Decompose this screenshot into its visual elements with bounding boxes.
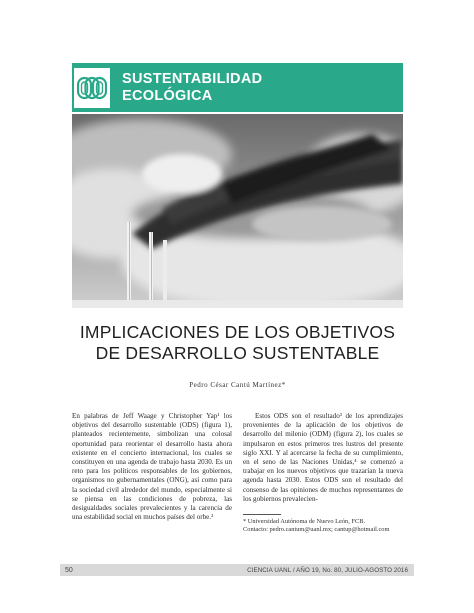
article-title-line2: DE DESARROLLO SUSTENTABLE — [95, 343, 380, 363]
page-footer — [60, 564, 414, 576]
section-title-line1: SUSTENTABILIDAD — [122, 70, 263, 87]
body-paragraph: En palabras de Jeff Waage y Christopher Yap¹ los objetivos del desarrollo sustentable (ODS) (figura 1), planteados recientemente, simbolizan una colosal oportunidad para reorientar el desarrollo hasta ahora existente en el concierto internacional, los cuales se constituyen en una agenda de trabajo hasta 2030. Es un reto para los políticos responsables de los gobiernos, organismos no gubernamentales (ONG), así como para la sociedad civil alrededor del mundo, especialmente si se piensa en las condiciones de pobreza, las desigualdades sociales prevalecientes y la carencia de una estabilidad social en muchos países del orbe.² — [72, 412, 232, 522]
smokestacks-with-smoke-photo — [72, 114, 403, 308]
section-title-line2: ECOLÓGICA — [122, 87, 213, 104]
body-column-left — [72, 412, 232, 522]
footnotes — [243, 518, 408, 535]
footnote-divider — [243, 514, 281, 515]
journal-reference: CIENCIA UANL / AÑO 19, No. 80, JULIO-AGOSTO 2016 — [247, 566, 408, 574]
section-banner — [72, 63, 403, 112]
author-byline: Pedro César Cantú Martínez* — [189, 381, 286, 389]
body-column-right — [243, 412, 403, 504]
section-title — [122, 71, 262, 105]
footnote-affiliation: * Universidad Autónoma de Nuevo León, FCB. — [243, 518, 366, 525]
interlocking-rings-icon — [77, 72, 107, 104]
page-number: 50 — [65, 566, 73, 574]
section-logo — [74, 68, 110, 108]
footnote-contact: Contacto: pedro.cantum@uanl.mx; cantup@hotmail.com — [243, 526, 390, 534]
article-title-line1: IMPLICACIONES DE LOS OBJETIVOS — [79, 322, 396, 342]
body-paragraph: Estos ODS son el resultado³ de los aprendizajes provenientes de la aplicación de los objetivos de desarrollo del milenio (ODM) (figura 2), los cuales se impulsaron en estos primeros tres lustros del presente siglo XXI. Y al acercarse la fecha de su cumplimiento, en el seno de las Naciones Unidas,⁴ se comenzó a trabajar en los nuevos objetivos que trazarían la nueva agenda hasta 2030. Estos ODS son el resultado del consenso de las opiniones de muchos representantes de los gobiernos prevalecien- — [243, 412, 403, 503]
article-title — [72, 322, 403, 364]
